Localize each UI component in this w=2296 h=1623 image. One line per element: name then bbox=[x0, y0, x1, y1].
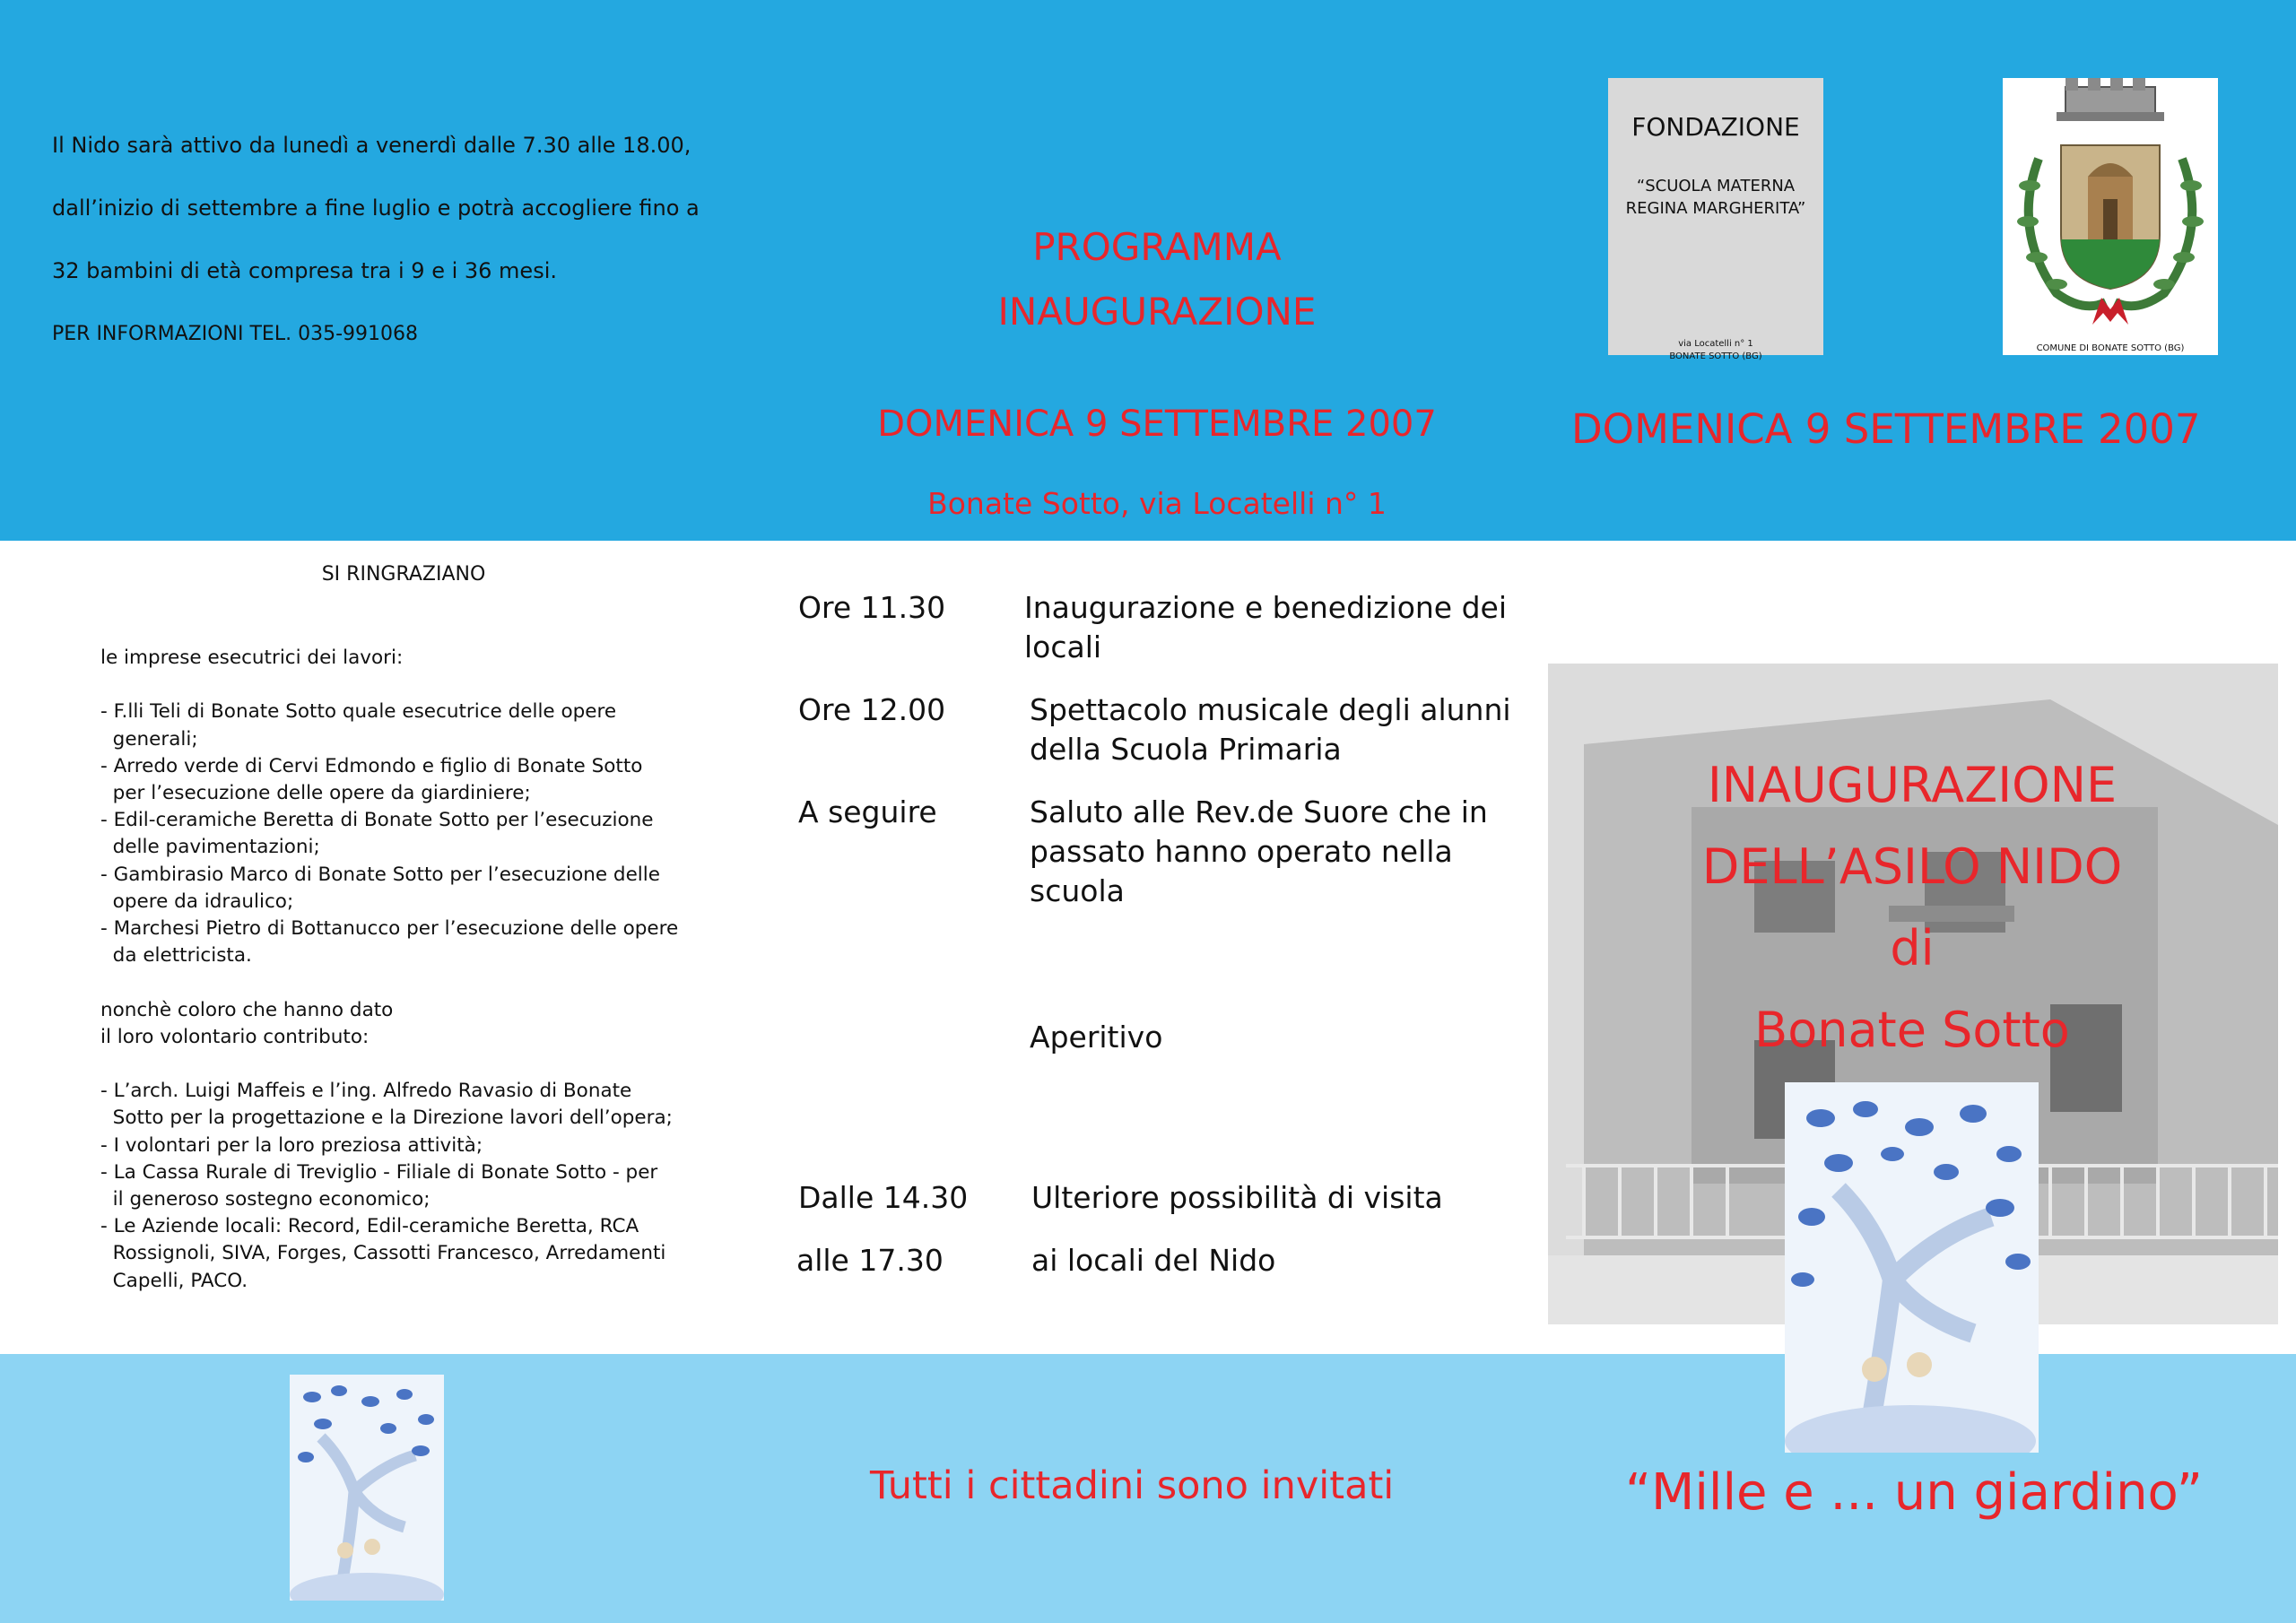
fondazione-title: FONDAZIONE bbox=[1631, 112, 1800, 142]
schedule-desc-1 bbox=[1024, 588, 1507, 667]
info-line-2: dall’inizio di settembre a fine luglio e potrà accogliere fino a bbox=[52, 195, 700, 221]
thanks-line: Capelli, PACO. bbox=[100, 1269, 248, 1292]
thanks-list bbox=[100, 645, 782, 1295]
thanks-line: Rossignoli, SIVA, Forges, Cassotti Francesco, Arredamenti bbox=[100, 1242, 666, 1265]
tree-drawing-icon bbox=[1785, 1082, 2039, 1453]
thanks-line: - Edil-ceramiche Beretta di Bonate Sotto per l’esecuzione bbox=[100, 809, 654, 832]
thanks-line: da elettricista. bbox=[100, 944, 252, 968]
schedule-desc-1-line-1: Inaugurazione e benedizione dei bbox=[1024, 590, 1508, 625]
program-place: Bonate Sotto, via Locatelli n° 1 bbox=[927, 486, 1387, 521]
thanks-line: opere da idraulico; bbox=[100, 890, 294, 913]
schedule-desc-1-line-2: locali bbox=[1024, 629, 1102, 664]
thanks-line: il loro volontario contributo: bbox=[100, 1025, 370, 1048]
info-line-1: Il Nido sarà attivo da lunedì a venerdì dalle 7.30 alle 18.00, bbox=[52, 133, 691, 158]
thanks-line: Sotto per la progettazione e la Direzione lavori dell’opera; bbox=[100, 1107, 673, 1130]
fondazione-subtitle bbox=[1608, 175, 1823, 220]
schedule-desc-3-line-2: passato hanno operato nella bbox=[1030, 834, 1453, 869]
schedule-desc-2 bbox=[1030, 690, 1511, 769]
cover-title-line-3: di bbox=[1890, 920, 1935, 976]
schedule-desc-6: ai locali del Nido bbox=[1031, 1243, 1276, 1278]
schedule-desc-2-line-2: della Scuola Primaria bbox=[1030, 732, 1342, 767]
fondazione-address-line-2: BONATE SOTTO (BG) bbox=[1669, 352, 1762, 361]
schedule-desc-5: Ulteriore possibilità di visita bbox=[1031, 1180, 1443, 1215]
fondazione-address bbox=[1608, 338, 1823, 363]
coat-of-arms-icon bbox=[2003, 78, 2218, 338]
schedule-desc-2-line-1: Spettacolo musicale degli alunni bbox=[1030, 692, 1511, 727]
thanks-line bbox=[100, 672, 782, 699]
thanks-line: delle pavimentazioni; bbox=[100, 836, 320, 859]
schedule-desc-4: Aperitivo bbox=[1030, 1020, 1163, 1055]
thanks-line: - L’arch. Luigi Maffeis e l’ing. Alfredo Ravasio di Bonate bbox=[100, 1080, 632, 1103]
program-title-line-2: INAUGURAZIONE bbox=[997, 290, 1317, 334]
thanks-line: il generoso sostegno economico; bbox=[100, 1188, 430, 1211]
info-phone: PER INFORMAZIONI TEL. 035-991068 bbox=[52, 323, 418, 345]
cover-motto: “Mille e ... un giardino” bbox=[1625, 1463, 2203, 1522]
schedule-time-1: Ore 11.30 bbox=[798, 590, 946, 625]
cover-title-line-1: INAUGURAZIONE bbox=[1707, 757, 2118, 813]
thanks-line: per l’esecuzione delle opere da giardiniere; bbox=[100, 782, 531, 804]
fondazione-subtitle-line-2: REGINA MARGHERITA” bbox=[1625, 199, 1806, 218]
thanks-line: - Gambirasio Marco di Bonate Sotto per l’esecuzione delle bbox=[100, 863, 660, 886]
thanks-line bbox=[100, 1051, 782, 1078]
thanks-line: le imprese esecutrici dei lavori: bbox=[100, 647, 404, 669]
thanks-line: - F.lli Teli di Bonate Sotto quale esecutrice delle opere bbox=[100, 700, 617, 724]
cover-date: DOMENICA 9 SETTEMBRE 2007 bbox=[1571, 405, 2201, 453]
program-date: DOMENICA 9 SETTEMBRE 2007 bbox=[877, 404, 1437, 445]
schedule-time-3: A seguire bbox=[798, 794, 937, 829]
thanks-line: - La Cassa Rurale di Treviglio - Filiale di Bonate Sotto - per bbox=[100, 1160, 658, 1184]
schedule-time-2: Ore 12.00 bbox=[798, 692, 946, 727]
cover-title-line-2: DELL’ASILO NIDO bbox=[1701, 838, 2123, 895]
schedule-desc-3-line-3: scuola bbox=[1030, 873, 1125, 908]
fondazione-logo bbox=[1608, 78, 1823, 361]
coat-of-arms bbox=[2003, 78, 2218, 355]
tree-drawing-small-icon bbox=[290, 1375, 444, 1601]
thanks-line: nonchè coloro che hanno dato bbox=[100, 998, 394, 1021]
info-line-3: 32 bambini di età compresa tra i 9 e i 36 mesi. bbox=[52, 258, 557, 283]
schedule-desc-3-line-1: Saluto alle Rev.de Suore che in bbox=[1030, 794, 1488, 829]
cover-title-line-4: Bonate Sotto bbox=[1754, 1002, 2070, 1058]
tree-illustration-large bbox=[1785, 1082, 2039, 1453]
cover-title bbox=[1598, 744, 2226, 1071]
thanks-line: generali; bbox=[100, 727, 198, 751]
fondazione-address-line-1: via Locatelli n° 1 bbox=[1678, 339, 1753, 349]
thanks-line: - Le Aziende locali: Record, Edil-ceramiche Beretta, RCA bbox=[100, 1215, 639, 1238]
program-title bbox=[843, 215, 1471, 344]
program-title-line-1: PROGRAMMA bbox=[1032, 225, 1282, 269]
thanks-line: - Arredo verde di Cervi Edmondo e figlio di Bonate Sotto bbox=[100, 754, 643, 777]
schedule-time-5: Dalle 14.30 bbox=[798, 1180, 969, 1215]
tree-illustration-small bbox=[290, 1375, 444, 1601]
schedule-desc-3 bbox=[1030, 793, 1488, 911]
schedule-time-6: alle 17.30 bbox=[796, 1243, 944, 1278]
invitation-text: Tutti i cittadini sono invitati bbox=[870, 1463, 1395, 1508]
thanks-line: - Marchesi Pietro di Bottanucco per l’esecuzione delle opere bbox=[100, 917, 679, 941]
fondazione-subtitle-line-1: “SCUOLA MATERNA bbox=[1636, 177, 1796, 195]
thanks-heading: SI RINGRAZIANO bbox=[321, 563, 486, 586]
coat-of-arms-caption: COMUNE DI BONATE SOTTO (BG) bbox=[2036, 343, 2185, 353]
thanks-line bbox=[100, 969, 782, 996]
thanks-line: - I volontari per la loro preziosa attività; bbox=[100, 1133, 483, 1157]
